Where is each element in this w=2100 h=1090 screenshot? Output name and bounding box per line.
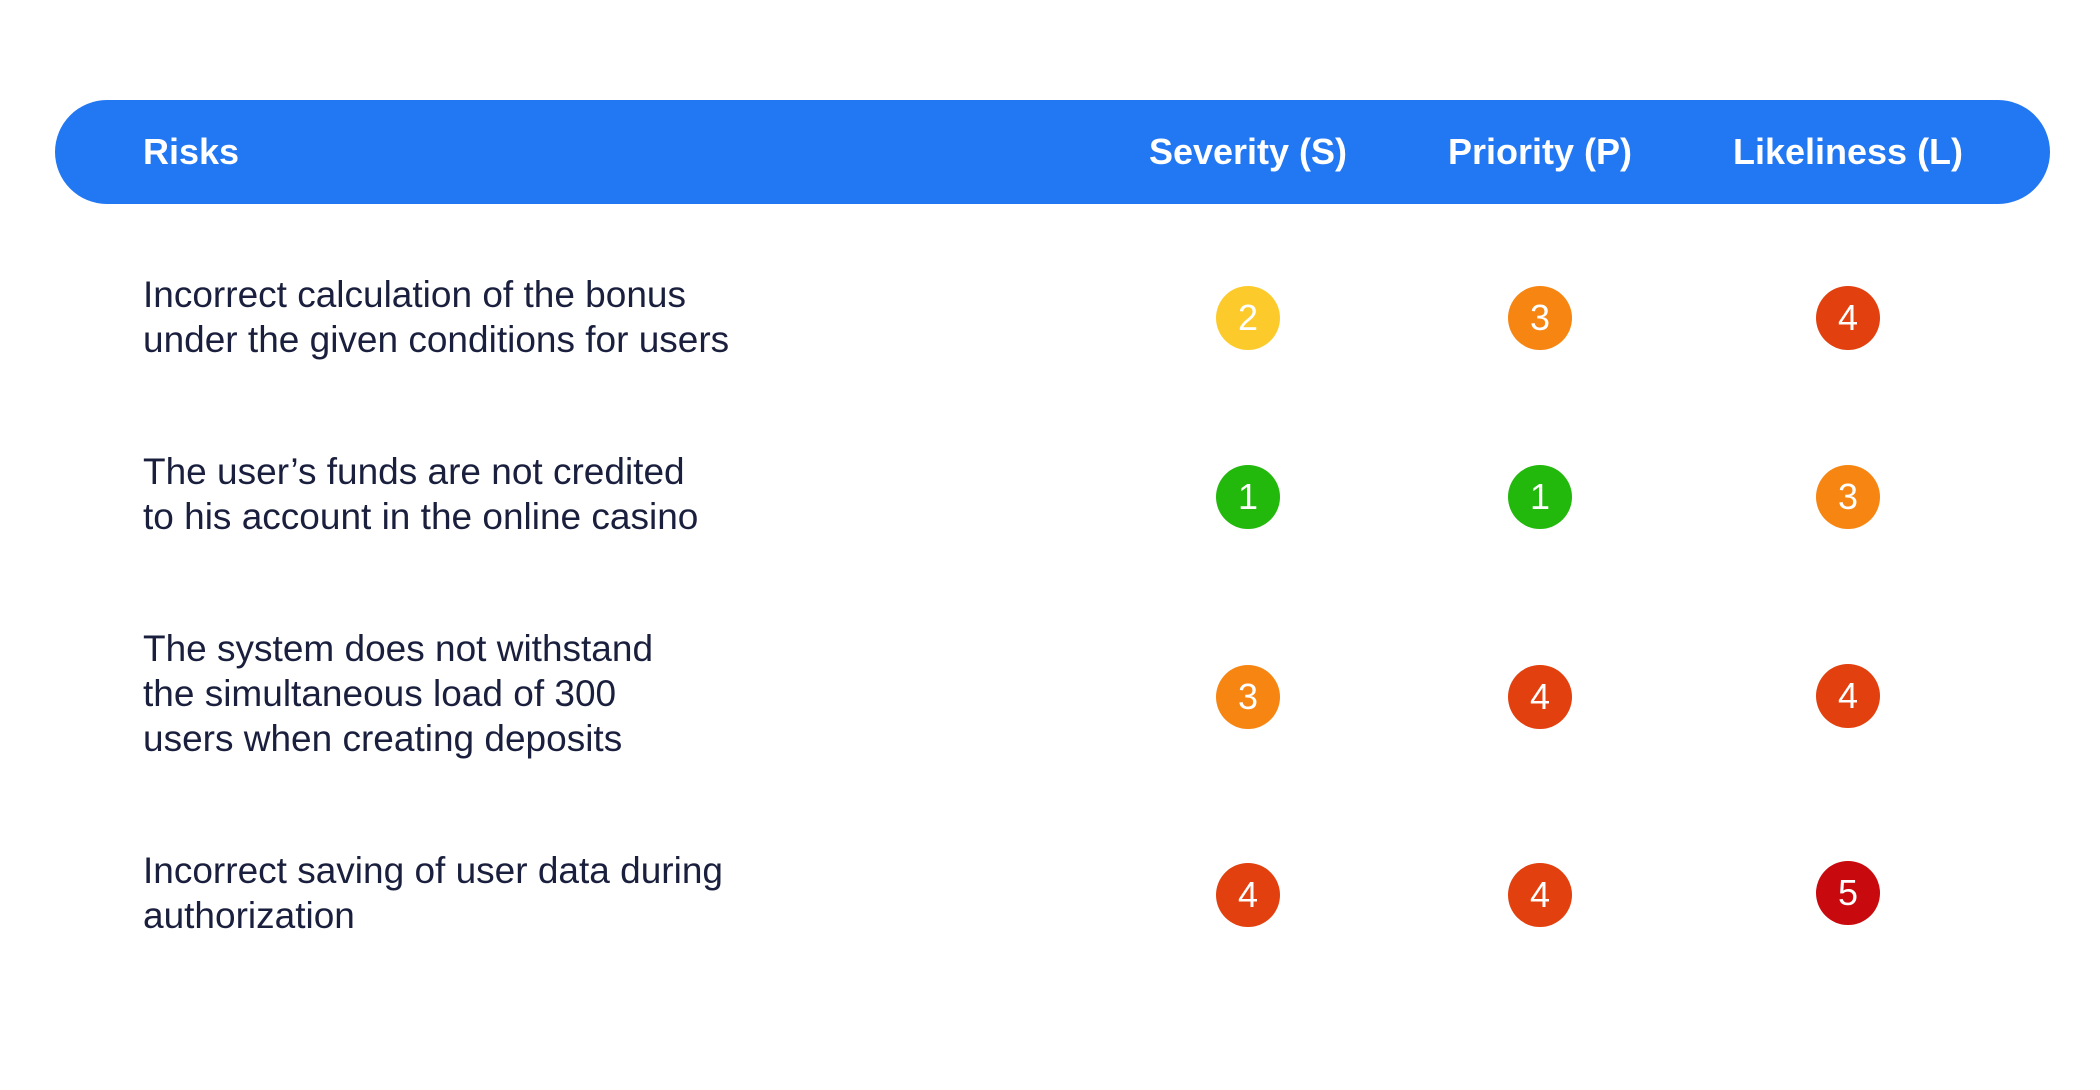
- risk-description: The user’s funds are not credited to his account in the online casino: [143, 451, 699, 537]
- priority-badge: 4: [1508, 665, 1572, 729]
- header-risks: Risks: [143, 131, 240, 172]
- priority-badge: 4: [1508, 863, 1572, 927]
- risk-description: The system does not withstand the simultaneous load of 300 users when creating deposits: [143, 628, 654, 759]
- severity-badge: 3: [1216, 665, 1280, 729]
- header-severity: Severity (S): [1148, 131, 1348, 172]
- likeliness-badge: 4: [1816, 664, 1880, 728]
- priority-badge: 3: [1508, 286, 1572, 350]
- likeliness-badge: 3: [1816, 465, 1880, 529]
- severity-badge: 4: [1216, 863, 1280, 927]
- header-priority: Priority (P): [1447, 131, 1633, 172]
- likeliness-badge: 4: [1816, 286, 1880, 350]
- severity-badge: 1: [1216, 465, 1280, 529]
- priority-badge: 1: [1508, 465, 1572, 529]
- table-header: [55, 100, 2050, 204]
- risk-description: Incorrect saving of user data during authorization: [143, 850, 723, 936]
- risk-description: Incorrect calculation of the bonus under the given conditions for users: [143, 274, 730, 360]
- severity-badge: 2: [1216, 286, 1280, 350]
- likeliness-badge: 5: [1816, 861, 1880, 925]
- header-likeliness: Likeliness (L): [1732, 131, 1964, 172]
